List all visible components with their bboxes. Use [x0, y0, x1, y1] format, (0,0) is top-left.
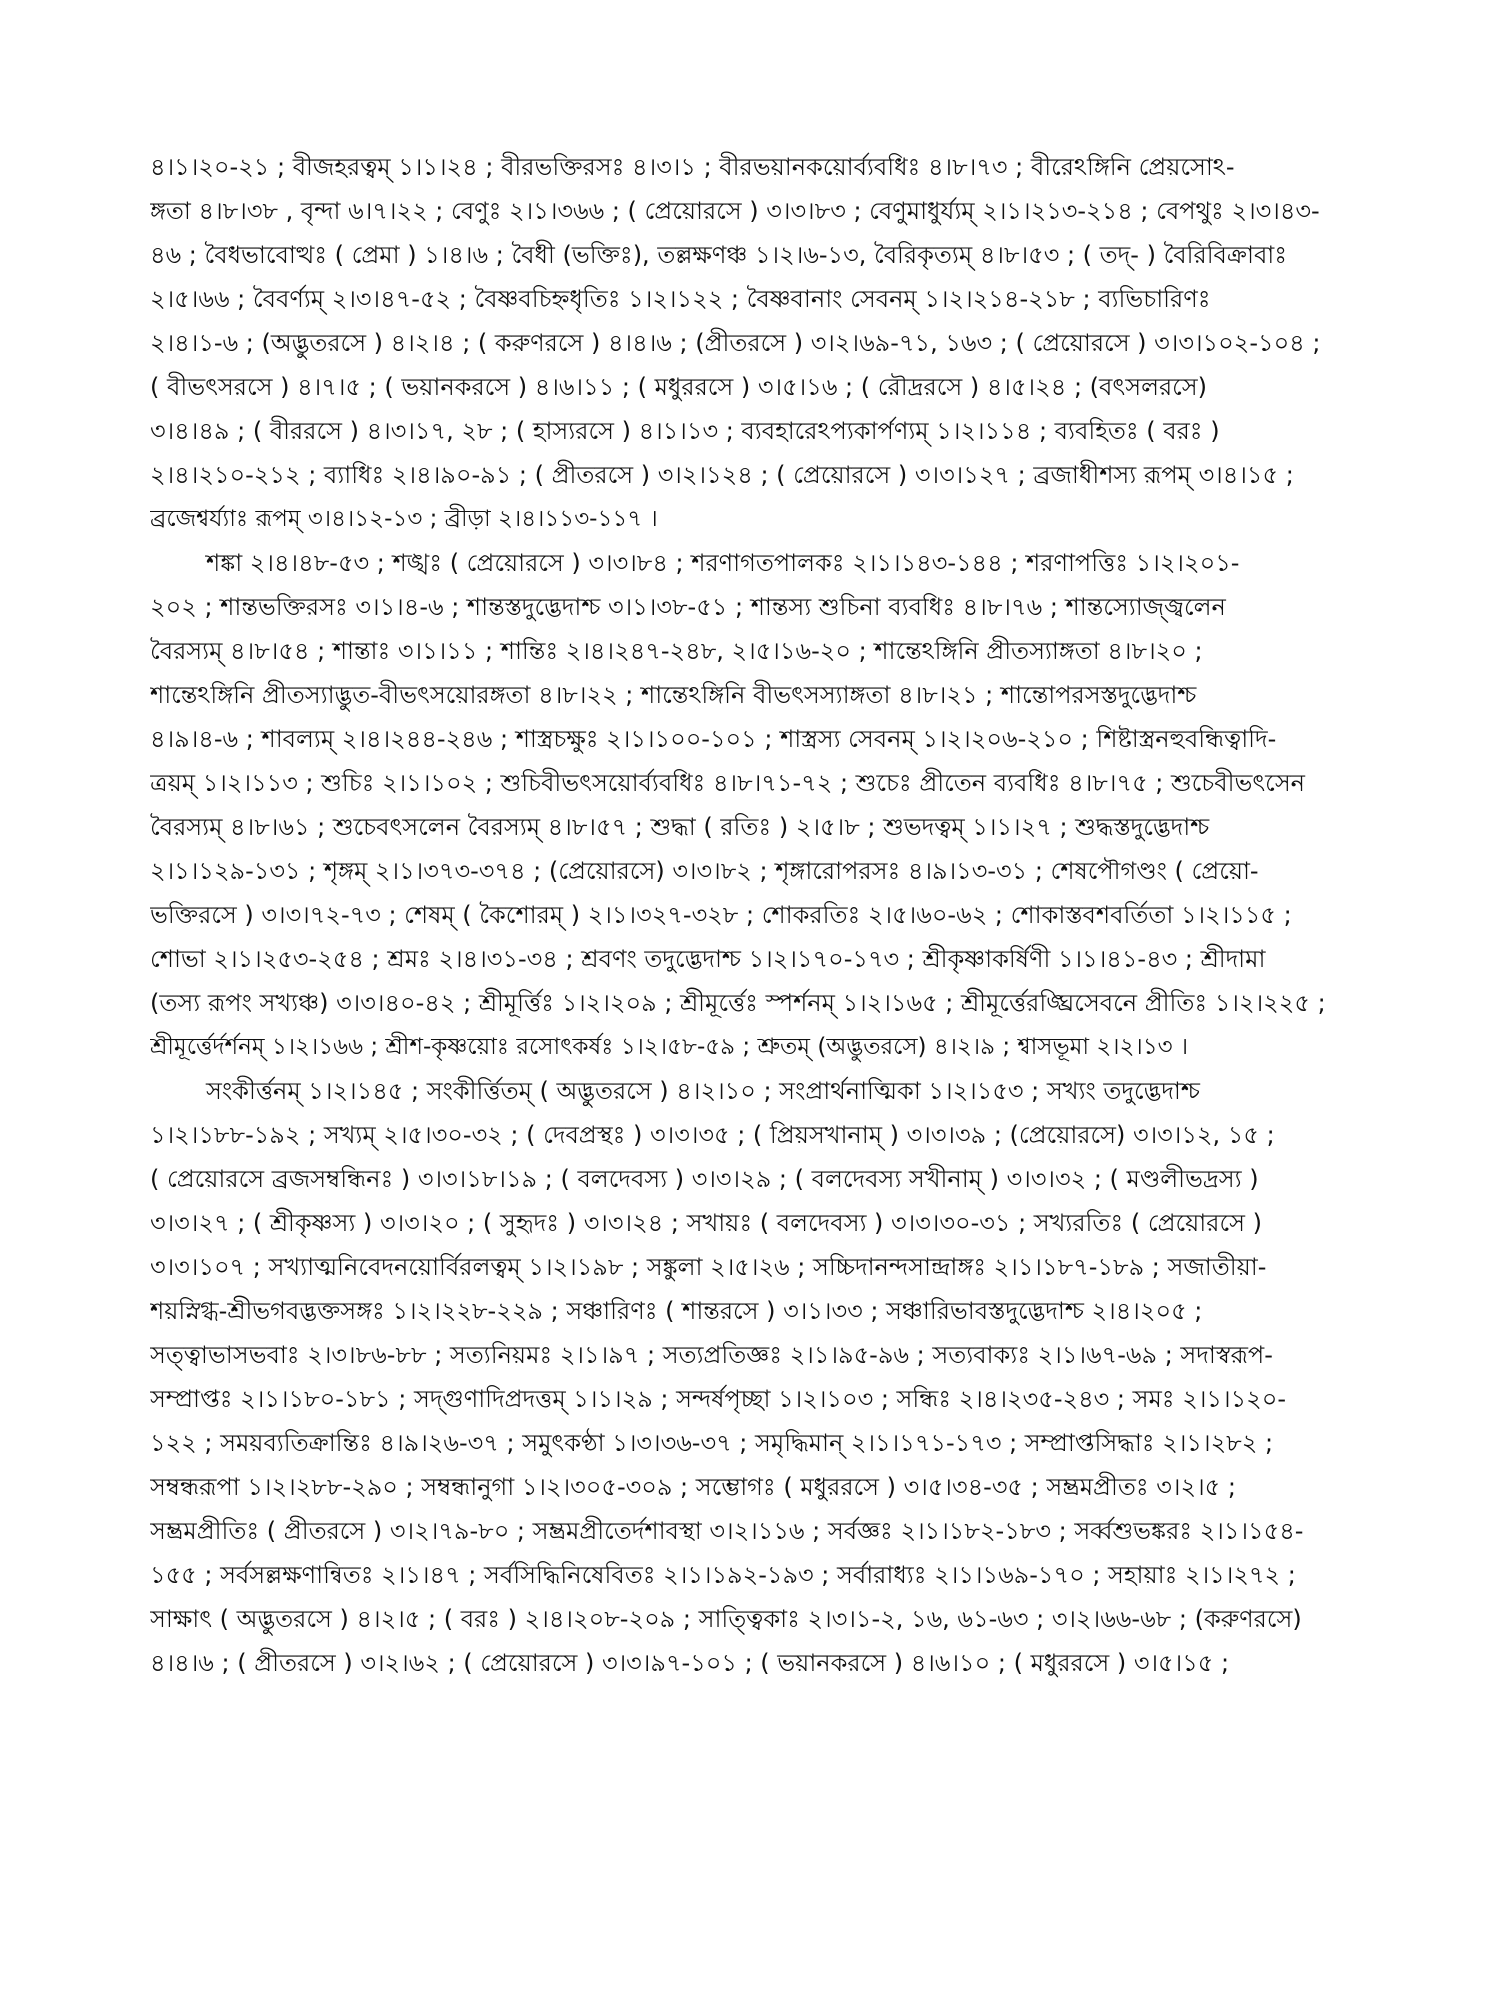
index-line: সম্বন্ধরূপা ১।২।২৮৮-২৯০ ; সম্বন্ধানুগা ১।২।৩০৫-৩০৯ ; সম্ভোগঃ ( মধুররসে ) ৩।৫।৩৪-৩৫ ; সম্ভ্রমপ্রীতঃ ৩।২।৫ ;	[150, 1473, 1236, 1501]
index-line: শয়স্নিগ্ধ-শ্রীভগবদ্ভক্তসঙ্গঃ ১।২।২২৮-২২৯ ; সঞ্চারিণঃ ( শান্তরসে ) ৩।১।৩৩ ; সঞ্চারিভাবস্তদুদ্ভেদাশ্চ ২।৪।২০৫ ;	[150, 1297, 1203, 1325]
index-line: ২।১।১২৯-১৩১ ; শৃঙ্গম্ ২।১।৩৭৩-৩৭৪ ; (প্রেয়োরসে) ৩।৩।৮২ ; শৃঙ্গারোপরসঃ ৪।৯।১৩-৩১ ; শেষপৌগণ্ডং ( প্রেয়ো-	[150, 857, 1259, 885]
index-line: ভক্তিরসে ) ৩।৩।৭২-৭৩ ; শেষম্ ( কৈশোরম্ ) ২।১।৩২৭-৩২৮ ; শোকরতিঃ ২।৫।৬০-৬২ ; শোকাস্তবশবর্তিতা ১।২।১১৫ ;	[150, 901, 1292, 929]
index-line: শ্রীমূর্ত্তের্দর্শনম্ ১।২।১৬৬ ; শ্রীশ-কৃষ্ণয়োঃ রসোৎকর্ষঃ ১।২।৫৮-৫৯ ; শ্রুতম্ (অদ্ভুতরসে) ৪।২।৯ ; শ্বাসভূমা ২।২।১৩ ।	[150, 1034, 1189, 1060]
index-line: ত্রয়ম্ ১।২।১১৩ ; শুচিঃ ২।১।১০২ ; শুচিবীভৎসয়োর্ব্যবধিঃ ৪।৮।৭১-৭২ ; শুচেঃ প্রীতেন ব্যবধিঃ ৪।৮।৭৫ ; শুচেবীভৎসেন	[150, 769, 1306, 797]
paragraph-sa-entries	[150, 1069, 1395, 1685]
index-line: ঙ্গতা ৪।৮।৩৮ , বৃন্দা ৬।৭।২২ ; বেণুঃ ২।১।৩৬৬ ; ( প্রেয়োরসে ) ৩।৩।৮৩ ; বেণুমাধুর্য্যম্ ২।১।২১৩-২১৪ ; বেপথুঃ ২।৩।৪৩-	[150, 197, 1320, 225]
index-line: শোভা ২।১।২৫৩-২৫৪ ; শ্রমঃ ২।৪।৩১-৩৪ ; শ্রবণং তদুদ্ভেদাশ্চ ১।২।১৭০-১৭৩ ; শ্রীকৃষ্ণাকর্ষিণী ১।১।৪১-৪৩ ; শ্রীদামা	[150, 945, 1266, 973]
index-page	[150, 145, 1395, 1905]
index-line: সম্ভ্রমপ্রীতিঃ ( প্রীতরসে ) ৩।২।৭৯-৮০ ; সম্ভ্রমপ্রীতের্দশাবস্থা ৩।২।১১৬ ; সর্বজ্ঞঃ ২।১।১৮২-১৮৩ ; সর্ব্বশুভঙ্করঃ ২।১।১৫৪-	[150, 1517, 1304, 1545]
index-line: ২।৫।৬৬ ; বৈবর্ণ্যম্ ২।৩।৪৭-৫২ ; বৈষ্ণবচিহ্নধৃতিঃ ১।২।১২২ ; বৈষ্ণবানাং সেবনম্ ১।২।২১৪-২১৮ ; ব্যভিচারিণঃ	[150, 285, 1211, 313]
index-line: ৩।৩।২৭ ; ( শ্রীকৃষ্ণস্য ) ৩।৩।২০ ; ( সুহৃদঃ ) ৩।৩।২৪ ; সখায়ঃ ( বলদেবস্য ) ৩।৩।৩০-৩১ ; সখ্যরতিঃ ( প্রেয়োরসে )	[150, 1209, 1262, 1237]
index-line: ২।৪।২১০-২১২ ; ব্যাধিঃ ২।৪।৯০-৯১ ; ( প্রীতরসে ) ৩।২।১২৪ ; ( প্রেয়োরসে ) ৩।৩।১২৭ ; ব্রজাধীশস্য রূপম্ ৩।৪।১৫ ;	[150, 461, 1294, 489]
index-line: ১৫৫ ; সর্বসল্লক্ষণান্বিতঃ ২।১।৪৭ ; সর্বসিদ্ধিনিষেবিতঃ ২।১।১৯২-১৯৩ ; সর্বারাধ্যঃ ২।১।১৬৯-১৭০ ; সহায়াঃ ২।১।২৭২ ;	[150, 1561, 1296, 1589]
index-line: সাক্ষাৎ ( অদ্ভুতরসে ) ৪।২।৫ ; ( বরঃ ) ২।৪।২০৮-২০৯ ; সাত্ত্বিকাঃ ২।৩।১-২, ১৬, ৬১-৬৩ ; ৩।২।৬৬-৬৮ ; (করুণরসে)	[150, 1605, 1302, 1633]
index-line: ২০২ ; শান্তভক্তিরসঃ ৩।১।৪-৬ ; শান্তস্তদুদ্ভেদাশ্চ ৩।১।৩৮-৫১ ; শান্তস্য শুচিনা ব্যবধিঃ ৪।৮।৭৬ ; শান্তস্যোজ্জ্বলেন	[150, 593, 1226, 621]
index-line: সম্প্রাপ্তঃ ২।১।১৮০-১৮১ ; সদ্গুণাদিপ্রদত্তম্ ১।১।২৯ ; সন্দর্ষপৃচ্ছা ১।২।১০৩ ; সন্ধিঃ ২।৪।২৩৫-২৪৩ ; সমঃ ২।১।১২০-	[150, 1385, 1287, 1413]
paragraph-ba-entries	[150, 145, 1395, 541]
index-line: ৩।৪।৪৯ ; ( বীররসে ) ৪।৩।১৭, ২৮ ; ( হাস্যরসে ) ৪।১।১৩ ; ব্যবহারেঽপ্যকার্পণ্যম্ ১।২।১১৪ ; ব্যবহিতঃ ( বরঃ )	[150, 417, 1220, 445]
index-line: বৈরস্যম্ ৪।৮।৬১ ; শুচেবৎসলেন বৈরস্যম্ ৪।৮।৫৭ ; শুদ্ধা ( রতিঃ ) ২।৫।৮ ; শুভদত্বম্ ১।১।২৭ ; শুদ্ধস্তদুদ্ভেদাশ্চ	[150, 813, 1210, 841]
index-line: ৪।৪।৬ ; ( প্রীতরসে ) ৩।২।৬২ ; ( প্রেয়োরসে ) ৩।৩।৯৭-১০১ ; ( ভয়ানকরসে ) ৪।৬।১০ ; ( মধুররসে ) ৩।৫।১৫ ;	[150, 1649, 1230, 1677]
index-line: শান্তেঽঙ্গিনি প্রীতস্যাদ্ভুত-বীভৎসয়োরঙ্গতা ৪।৮।২২ ; শান্তেঽঙ্গিনি বীভৎসস্যাঙ্গতা ৪।৮।২১ ; শান্তোপরসস্তদুদ্ভেদাশ্চ	[150, 681, 1197, 709]
index-line: ( প্রেয়োরসে ব্রজসম্বন্ধিনঃ ) ৩।৩।১৮।১৯ ; ( বলদেবস্য ) ৩।৩।২৯ ; ( বলদেবস্য সখীনাম্ ) ৩।৩।৩২ ; ( মণ্ডলীভদ্রস্য )	[150, 1165, 1259, 1193]
index-line: ( বীভৎসরসে ) ৪।৭।৫ ; ( ভয়ানকরসে ) ৪।৬।১১ ; ( মধুররসে ) ৩।৫।১৬ ; ( রৌদ্ররসে ) ৪।৫।২৪ ; (বৎসলরসে)	[150, 373, 1208, 401]
index-line: শঙ্কা ২।৪।৪৮-৫৩ ; শঙ্খঃ ( প্রেয়োরসে ) ৩।৩।৮৪ ; শরণাগতপালকঃ ২।১।১৪৩-১৪৪ ; শরণাপত্তিঃ ১।২।২০১-	[206, 549, 1240, 577]
index-line: বৈরস্যম্ ৪।৮।৫৪ ; শান্তাঃ ৩।১।১১ ; শান্তিঃ ২।৪।২৪৭-২৪৮, ২।৫।১৬-২০ ; শান্তেঽঙ্গিনি প্রীতস্যাঙ্গতা ৪।৮।২০ ;	[150, 637, 1203, 665]
index-line: ৪৬ ; বৈধভাবোত্থঃ ( প্রেমা ) ১।৪।৬ ; বৈধী (ভক্তিঃ), তল্লক্ষণঞ্চ ১।২।৬-১৩, বৈরিকৃত্যম্ ৪।৮।৫৩ ; ( তদ্- ) বৈরিবিক্রাবাঃ	[150, 241, 1288, 269]
index-line: ১।২।১৮৮-১৯২ ; সখ্যম্ ২।৫।৩০-৩২ ; ( দেবপ্রস্থঃ ) ৩।৩।৩৫ ; ( প্রিয়সখানাম্ ) ৩।৩।৩৯ ; (প্রেয়োরসে) ৩।৩।১২, ১৫ ;	[150, 1121, 1275, 1149]
index-line: সংকীর্ত্তনম্ ১।২।১৪৫ ; সংকীর্ত্তিতম্ ( অদ্ভুতরসে ) ৪।২।১০ ; সংপ্রার্থনাত্মিকা ১।২।১৫৩ ; সখ্যং তদুদ্ভেদাশ্চ	[206, 1077, 1200, 1105]
index-line: ৪।৯।৪-৬ ; শাবল্যম্ ২।৪।২৪৪-২৪৬ ; শাস্ত্রচক্ষুঃ ২।১।১০০-১০১ ; শাস্ত্রস্য সেবনম্ ১।২।২০৬-২১০ ; শিষ্টাস্ত্রনহুবন্ধিত্বাদি-	[150, 725, 1277, 753]
paragraph-sha-entries	[150, 541, 1395, 1069]
index-line: ৩।৩।১০৭ ; সখ্যাত্মনিবেদনয়োর্বিরলত্বম্ ১।২।১৯৮ ; সঙ্কুলা ২।৫।২৬ ; সচ্চিদানন্দসান্দ্রাঙ্গঃ ২।১।১৮৭-১৮৯ ; সজাতীয়া-	[150, 1253, 1267, 1281]
index-line: ৪।১।২০-২১ ; বীজহরত্বম্ ১।১।২৪ ; বীরভক্তিরসঃ ৪।৩।১ ; বীরভয়ানকয়োর্ব্যবধিঃ ৪।৮।৭৩ ; বীরেঽঙ্গিনি প্রেয়সোঽ-	[150, 153, 1235, 181]
index-line: ব্রজেশ্বর্য্যাঃ রূপম্ ৩।৪।১২-১৩ ; ব্রীড়া ২।৪।১১৩-১১৭ ।	[150, 506, 658, 532]
index-line: ২।৪।১-৬ ; (অদ্ভুতরসে ) ৪।২।৪ ; ( করুণরসে ) ৪।৪।৬ ; (প্রীতরসে ) ৩।২।৬৯-৭১, ১৬৩ ; ( প্রেয়োরসে ) ৩।৩।১০২-১০৪ ;	[150, 329, 1321, 357]
index-line: ১২২ ; সময়ব্যতিক্রান্তিঃ ৪।৯।২৬-৩৭ ; সমুৎকণ্ঠা ১।৩।৩৬-৩৭ ; সমৃদ্ধিমান্ ২।১।১৭১-১৭৩ ; সম্প্রাপ্তসিদ্ধাঃ ২।১।২৮২ ;	[150, 1429, 1274, 1457]
index-line: (তস্য রূপং সখ্যঞ্চ) ৩।৩।৪০-৪২ ; শ্রীমূর্ত্তিঃ ১।২।২০৯ ; শ্রীমূর্ত্তেঃ স্পর্শনম্ ১।২।১৬৫ ; শ্রীমূর্ত্তেরঙ্ঘ্রিসেবনে প্রীতিঃ ১।২।২২৫ ;	[150, 989, 1326, 1017]
index-line: সত্ত্বাভাসভবাঃ ২।৩।৮৬-৮৮ ; সত্যনিয়মঃ ২।১।৯৭ ; সত্যপ্রতিজ্ঞঃ ২।১।৯৫-৯৬ ; সত্যবাক্যঃ ২।১।৬৭-৬৯ ; সদাস্বরূপ-	[150, 1341, 1273, 1369]
